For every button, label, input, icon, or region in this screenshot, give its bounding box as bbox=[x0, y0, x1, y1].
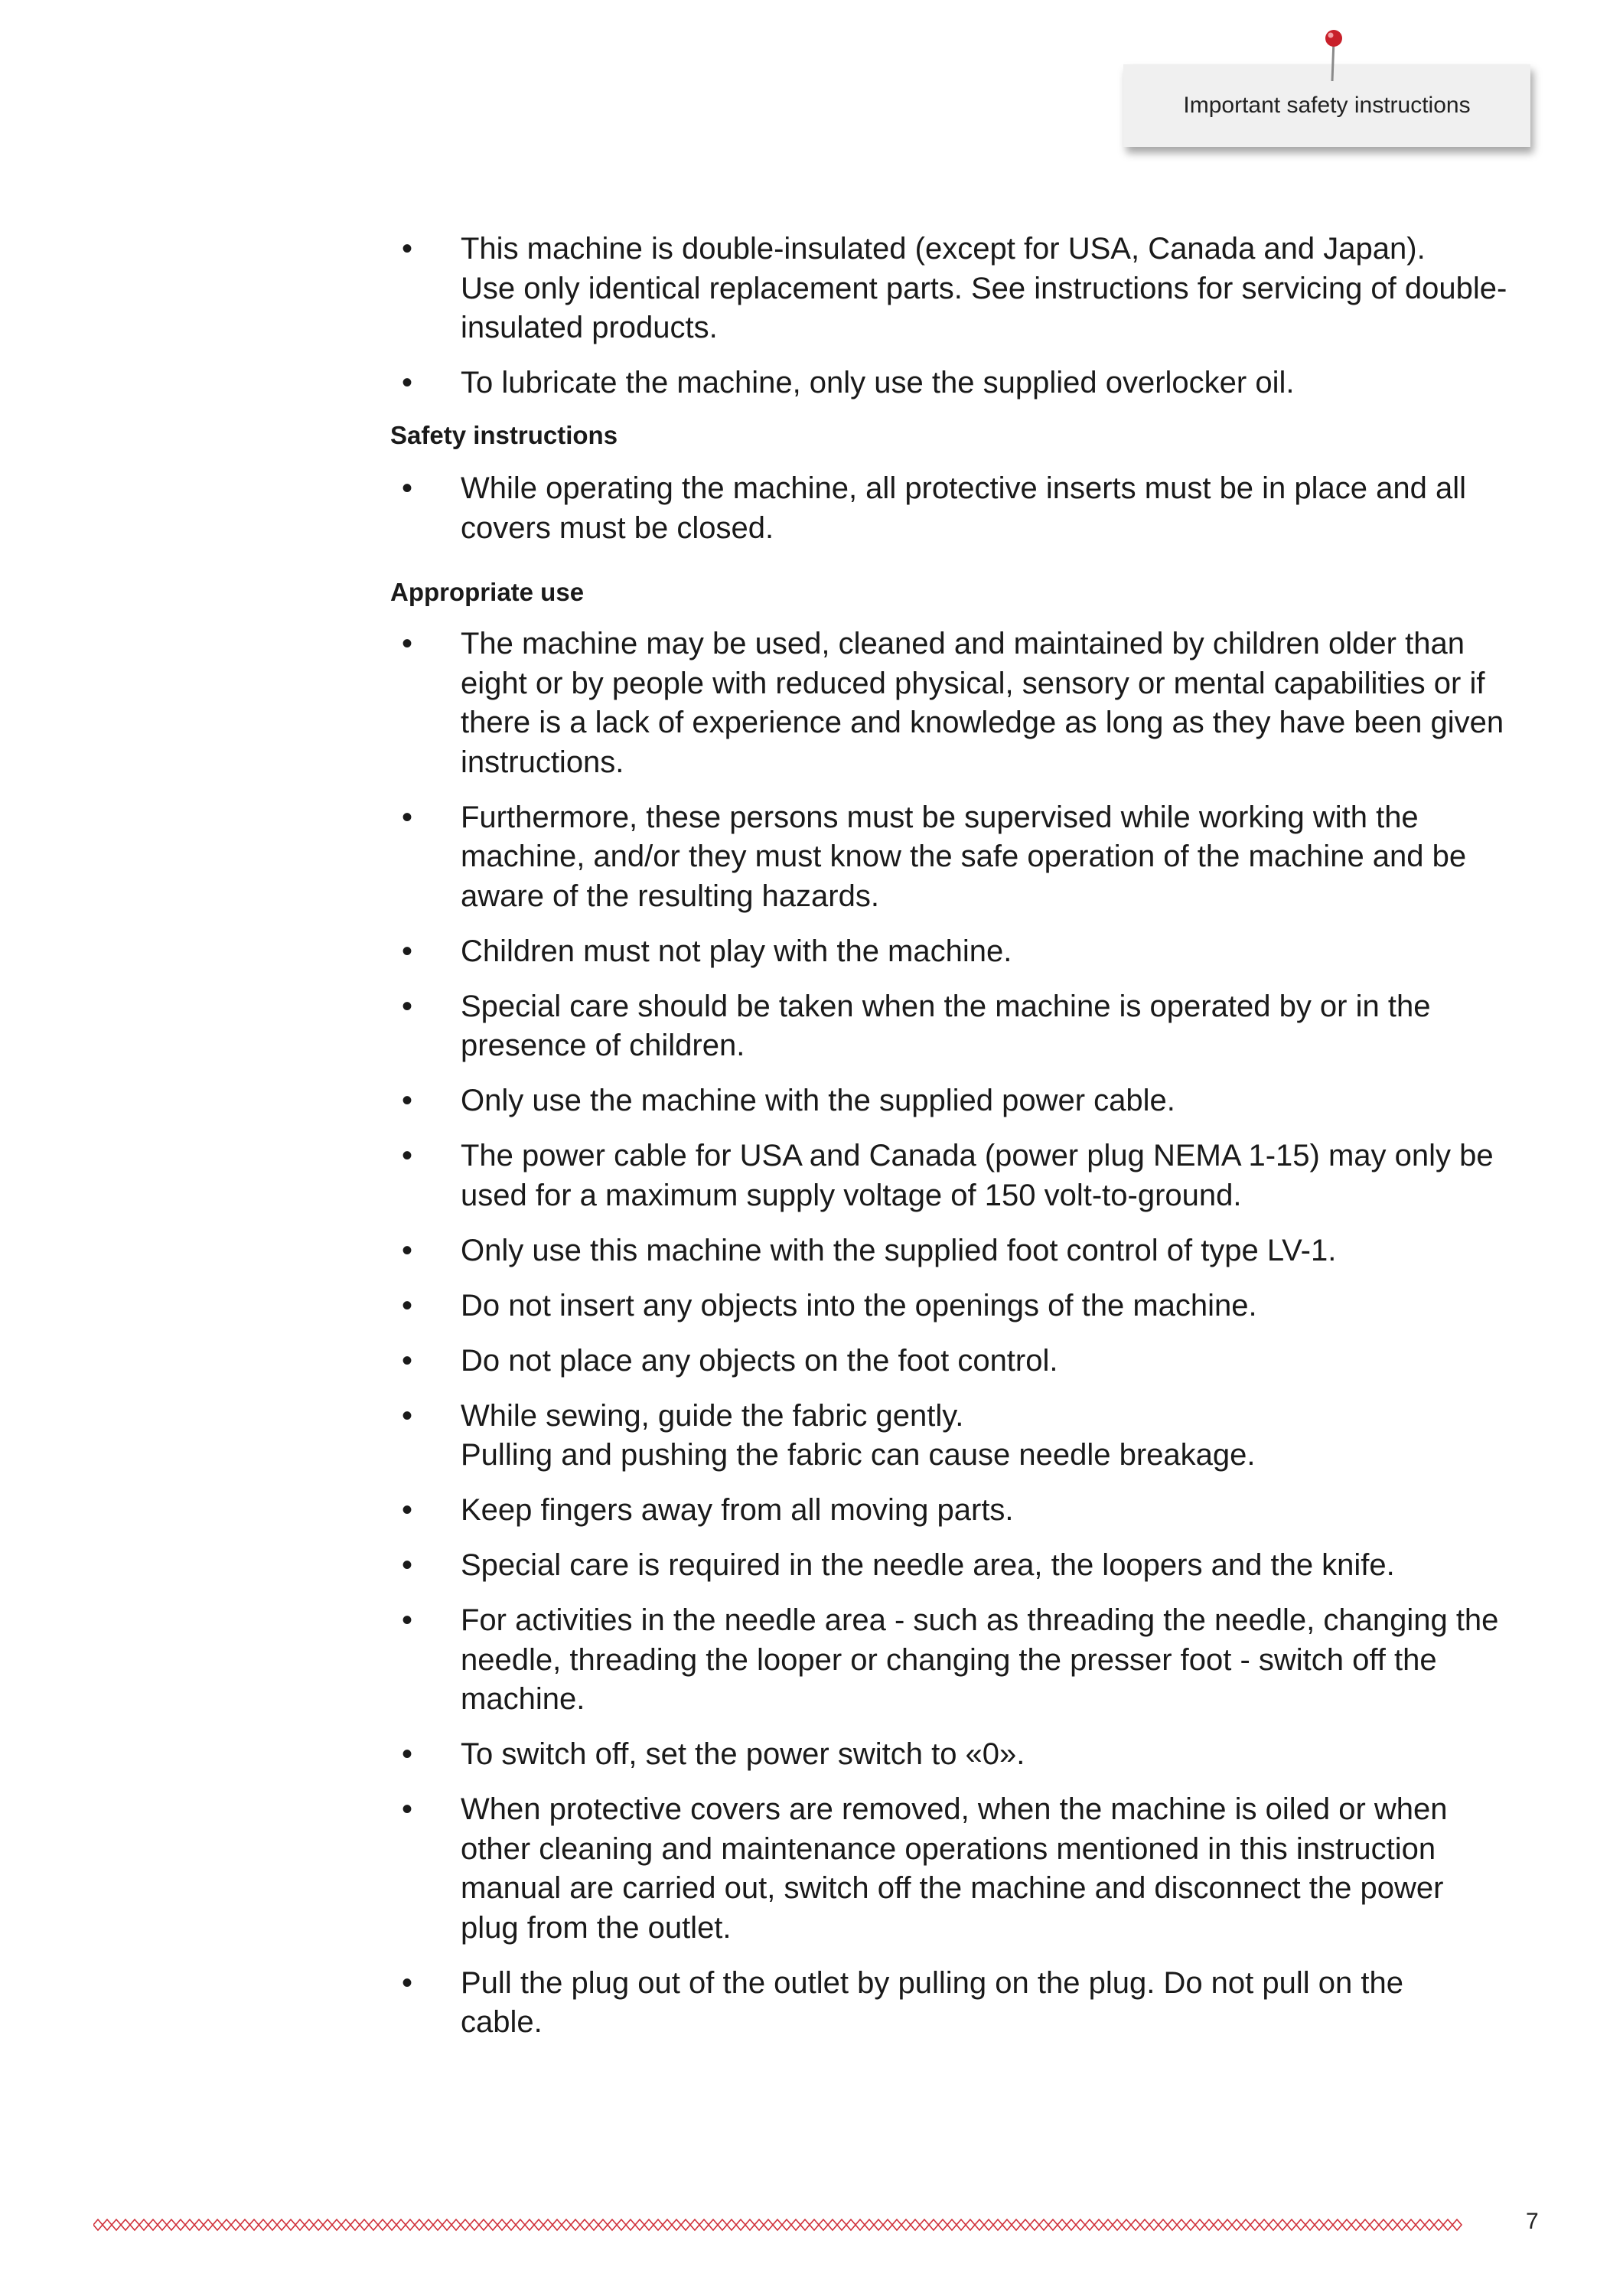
decor-diamond bbox=[1296, 2219, 1305, 2230]
decor-diamond bbox=[791, 2219, 800, 2230]
decor-diamond bbox=[1030, 2219, 1039, 2230]
decor-diamond bbox=[1113, 2219, 1122, 2230]
decor-diamond bbox=[249, 2219, 259, 2230]
decor-diamond bbox=[855, 2219, 865, 2230]
page-content bbox=[390, 230, 1557, 2058]
list-item-line: needle, threading the looper or changing the presser foot - switch off the bbox=[461, 1642, 1437, 1677]
bullet-icon: • bbox=[402, 1233, 413, 1267]
decor-diamond bbox=[773, 2219, 782, 2230]
list-item-line: eight or by people with reduced physical, sensory or mental capabilities or if bbox=[461, 666, 1485, 700]
decor-diamond bbox=[103, 2219, 112, 2230]
list-item-line: While operating the machine, all protective inserts must be in place and all bbox=[461, 471, 1467, 505]
list-item-line: plug from the outlet. bbox=[461, 1910, 732, 1945]
decor-diamond bbox=[1370, 2219, 1379, 2230]
decor-diamond bbox=[121, 2219, 130, 2230]
bullet-icon: • bbox=[402, 1792, 413, 1826]
decor-diamond bbox=[1232, 2219, 1241, 2230]
decor-diamond bbox=[396, 2219, 406, 2230]
decor-diamond bbox=[1067, 2219, 1076, 2230]
decor-diamond bbox=[378, 2219, 387, 2230]
list-item-line: covers must be closed. bbox=[461, 510, 774, 545]
decor-diamond bbox=[1140, 2219, 1149, 2230]
pin-highlight bbox=[1328, 33, 1334, 38]
list-item bbox=[390, 1491, 1557, 1531]
decor-diamond bbox=[975, 2219, 984, 2230]
list-item bbox=[390, 1081, 1557, 1121]
decor-diamond bbox=[865, 2219, 874, 2230]
decor-diamond bbox=[644, 2219, 653, 2230]
list-item bbox=[390, 1601, 1557, 1720]
list-item-line: To lubricate the machine, only use the supplied overlocker oil. bbox=[461, 366, 1295, 400]
decor-diamond bbox=[406, 2219, 415, 2230]
decor-diamond bbox=[1122, 2219, 1131, 2230]
list-item-line: Keep fingers away from all moving parts. bbox=[461, 1493, 1014, 1527]
list-item-line: insulated products. bbox=[461, 311, 718, 344]
decor-diamond bbox=[626, 2219, 635, 2230]
bullet-icon: • bbox=[402, 1288, 413, 1322]
decor-diamond bbox=[984, 2219, 993, 2230]
decor-diamond bbox=[1058, 2219, 1067, 2230]
decor-diamond bbox=[617, 2219, 626, 2230]
list-item-line: other cleaning and maintenance operations mentioned in this instruction bbox=[461, 1831, 1436, 1866]
list-item bbox=[390, 1137, 1557, 1215]
decor-diamond bbox=[231, 2219, 240, 2230]
decor-diamond bbox=[837, 2219, 846, 2230]
decor-diamond bbox=[1250, 2219, 1260, 2230]
decor-diamond bbox=[525, 2219, 534, 2230]
bullet-icon: • bbox=[402, 1548, 413, 1582]
decor-diamond bbox=[1103, 2219, 1113, 2230]
decor-diamond bbox=[1094, 2219, 1103, 2230]
decor-diamond bbox=[1002, 2219, 1012, 2230]
decor-diamond bbox=[1012, 2219, 1021, 2230]
decor-diamond bbox=[516, 2219, 525, 2230]
decor-diamond bbox=[1361, 2219, 1370, 2230]
bullet-icon: • bbox=[402, 1493, 413, 1527]
decor-diamond bbox=[672, 2219, 681, 2230]
list-item-line: Only use this machine with the supplied foot control of type LV-1. bbox=[461, 1233, 1337, 1267]
decor-diamond bbox=[635, 2219, 644, 2230]
bullet-icon: • bbox=[402, 1343, 413, 1378]
decor-diamond bbox=[305, 2219, 314, 2230]
list-item bbox=[390, 1287, 1557, 1326]
decor-diamond bbox=[1425, 2219, 1434, 2230]
decor-diamond bbox=[929, 2219, 938, 2230]
decor-diamond bbox=[204, 2219, 213, 2230]
bullet-icon: • bbox=[402, 989, 413, 1023]
decor-diamond bbox=[1416, 2219, 1425, 2230]
decor-diamond bbox=[1223, 2219, 1232, 2230]
list-item-line: Special care is required in the needle area, the loopers and the knife. bbox=[461, 1548, 1395, 1582]
decor-diamond bbox=[323, 2219, 332, 2230]
list-item bbox=[390, 1231, 1557, 1271]
decor-diamond bbox=[1260, 2219, 1269, 2230]
list-item-line: cable. bbox=[461, 2005, 543, 2039]
decor-diamond bbox=[699, 2219, 709, 2230]
decor-diamond bbox=[194, 2219, 204, 2230]
decor-diamond bbox=[1443, 2219, 1452, 2230]
list-item-line: The power cable for USA and Canada (power plug NEMA 1-15) may only be bbox=[461, 1139, 1494, 1172]
decor-diamond bbox=[369, 2219, 378, 2230]
decor-diamond bbox=[957, 2219, 966, 2230]
decor-diamond bbox=[1305, 2219, 1315, 2230]
list-item bbox=[390, 1397, 1557, 1476]
decor-diamond bbox=[938, 2219, 947, 2230]
decor-diamond bbox=[286, 2219, 295, 2230]
list-item-line: used for a maximum supply voltage of 150 volt-to-ground. bbox=[461, 1178, 1242, 1212]
bullet-icon: • bbox=[402, 1084, 413, 1117]
decor-diamond bbox=[828, 2219, 837, 2230]
decor-diamond bbox=[1149, 2219, 1159, 2230]
decor-diamond bbox=[663, 2219, 672, 2230]
decor-diamond bbox=[360, 2219, 369, 2230]
decor-diamond bbox=[874, 2219, 883, 2230]
decor-diamond bbox=[442, 2219, 451, 2230]
decor-diamond bbox=[709, 2219, 718, 2230]
list-item-line: Pull the plug out of the outlet by pulling on the plug. Do not pull on the bbox=[461, 1965, 1403, 2000]
decor-diamond bbox=[1159, 2219, 1168, 2230]
decor-diamond bbox=[571, 2219, 580, 2230]
heading-appropriate-use: Appropriate use bbox=[390, 578, 585, 606]
decor-diamond bbox=[883, 2219, 892, 2230]
decor-diamond bbox=[1048, 2219, 1058, 2230]
list-item-line: Do not insert any objects into the openings of the machine. bbox=[461, 1288, 1257, 1322]
decor-diamond bbox=[1351, 2219, 1361, 2230]
decor-diamond bbox=[1269, 2219, 1278, 2230]
decor-diamond bbox=[745, 2219, 754, 2230]
list-item-line: Furthermore, these persons must be supervised while working with the bbox=[461, 800, 1419, 834]
decor-diamond bbox=[1287, 2219, 1296, 2230]
decor-diamond bbox=[1397, 2219, 1406, 2230]
decor-diamond bbox=[415, 2219, 424, 2230]
section-tab-label: Important safety instructions bbox=[1183, 93, 1471, 118]
decor-diamond bbox=[240, 2219, 249, 2230]
decor-diamond bbox=[580, 2219, 589, 2230]
decor-diamond bbox=[433, 2219, 442, 2230]
decor-diamond bbox=[277, 2219, 286, 2230]
decor-diamond bbox=[1452, 2219, 1462, 2230]
list-item-line: Do not place any objects on the foot control. bbox=[461, 1343, 1058, 1378]
decor-diamond bbox=[1177, 2219, 1186, 2230]
list-item bbox=[390, 230, 1557, 348]
decor-diamond bbox=[1324, 2219, 1333, 2230]
list-item-line: aware of the resulting hazards. bbox=[461, 879, 879, 913]
list-item bbox=[390, 625, 1557, 782]
decor-diamond bbox=[727, 2219, 736, 2230]
decor-diamond bbox=[259, 2219, 268, 2230]
decor-diamond bbox=[1406, 2219, 1416, 2230]
bullet-icon: • bbox=[402, 1965, 413, 2000]
decor-diamond bbox=[993, 2219, 1002, 2230]
decor-diamond bbox=[176, 2219, 185, 2230]
decor-diamond bbox=[1315, 2219, 1324, 2230]
decor-diamond bbox=[562, 2219, 571, 2230]
bullet-icon: • bbox=[402, 934, 413, 968]
bullet-icon: • bbox=[402, 627, 413, 660]
decor-diamond bbox=[1195, 2219, 1204, 2230]
decor-diamond bbox=[139, 2219, 148, 2230]
decor-diamond bbox=[1333, 2219, 1342, 2230]
decor-diamond bbox=[1204, 2219, 1214, 2230]
list-item-line: While sewing, guide the fabric gently. bbox=[461, 1398, 964, 1433]
decor-diamond bbox=[920, 2219, 929, 2230]
decor-diamond bbox=[507, 2219, 516, 2230]
list-item-line: there is a lack of experience and knowledge as long as they have been given bbox=[461, 706, 1504, 739]
decor-diamond bbox=[764, 2219, 773, 2230]
decor-diamond bbox=[167, 2219, 176, 2230]
decor-diamond bbox=[1168, 2219, 1177, 2230]
decor-diamond bbox=[1131, 2219, 1140, 2230]
intro-list bbox=[390, 230, 1557, 403]
list-item-line: Only use the machine with the supplied power cable. bbox=[461, 1084, 1175, 1117]
decor-diamond bbox=[534, 2219, 543, 2230]
decor-diamond bbox=[93, 2219, 103, 2230]
decor-diamond bbox=[598, 2219, 608, 2230]
list-item-line: Children must not play with the machine. bbox=[461, 934, 1012, 968]
list-item-line: The machine may be used, cleaned and maintained by children older than bbox=[461, 627, 1465, 660]
list-item-line: machine, and/or they must know the safe operation of the machine and be bbox=[461, 840, 1467, 873]
list-item-line: For activities in the needle area - such as threading the needle, changing the bbox=[461, 1603, 1499, 1637]
decor-diamond bbox=[1278, 2219, 1287, 2230]
appropriate-use-list bbox=[390, 625, 1557, 2043]
decor-diamond bbox=[1021, 2219, 1030, 2230]
list-item-line: To switch off, set the power switch to «0». bbox=[461, 1737, 1025, 1771]
list-item bbox=[390, 469, 1557, 548]
decor-diamond bbox=[589, 2219, 598, 2230]
pushpin-icon bbox=[1322, 29, 1345, 83]
heading-safety-instructions: Safety instructions bbox=[390, 421, 618, 449]
decor-diamond bbox=[1039, 2219, 1048, 2230]
bullet-icon: • bbox=[402, 471, 413, 505]
decor-diamond bbox=[112, 2219, 121, 2230]
list-item-line: instructions. bbox=[461, 745, 624, 779]
bullet-icon: • bbox=[402, 1603, 413, 1637]
bullet-icon: • bbox=[402, 800, 413, 834]
decor-diamond bbox=[213, 2219, 222, 2230]
decor-diamond bbox=[736, 2219, 745, 2230]
list-item bbox=[390, 932, 1557, 972]
decor-diamond bbox=[424, 2219, 433, 2230]
decor-diamond bbox=[810, 2219, 819, 2230]
decor-diamond bbox=[185, 2219, 194, 2230]
decor-diamond bbox=[387, 2219, 396, 2230]
bullet-icon: • bbox=[402, 1737, 413, 1771]
list-item-line: This machine is double-insulated (except for USA, Canada and Japan). bbox=[461, 232, 1426, 266]
list-item bbox=[390, 1546, 1557, 1586]
decor-diamond bbox=[158, 2219, 167, 2230]
decor-diamond bbox=[846, 2219, 855, 2230]
decor-diamond bbox=[148, 2219, 158, 2230]
list-item bbox=[390, 1735, 1557, 1775]
decor-diamond bbox=[350, 2219, 360, 2230]
decor-diamond bbox=[1388, 2219, 1397, 2230]
list-item-line: When protective covers are removed, when the machine is oiled or when bbox=[461, 1792, 1448, 1826]
decor-diamond bbox=[222, 2219, 231, 2230]
decor-diamond bbox=[130, 2219, 139, 2230]
decor-diamond bbox=[314, 2219, 323, 2230]
safety-list bbox=[390, 469, 1557, 548]
pin-head bbox=[1325, 30, 1342, 47]
decor-diamond bbox=[1379, 2219, 1388, 2230]
list-item bbox=[390, 1790, 1557, 1948]
list-item-line: Use only identical replacement parts. See instructions for servicing of double- bbox=[461, 271, 1507, 305]
decor-diamond bbox=[947, 2219, 957, 2230]
list-item bbox=[390, 364, 1557, 403]
decor-diamond bbox=[819, 2219, 828, 2230]
decor-diamond bbox=[1085, 2219, 1094, 2230]
decor-diamond bbox=[461, 2219, 470, 2230]
decor-diamond bbox=[497, 2219, 507, 2230]
bullet-icon: • bbox=[402, 1398, 413, 1433]
list-item bbox=[390, 1342, 1557, 1381]
decor-diamond bbox=[782, 2219, 791, 2230]
decor-diamond bbox=[754, 2219, 764, 2230]
decor-diamond bbox=[653, 2219, 663, 2230]
bullet-icon: • bbox=[402, 1139, 413, 1172]
list-item-line: machine. bbox=[461, 1682, 585, 1716]
page-number: 7 bbox=[1526, 2209, 1539, 2234]
decor-diamond bbox=[295, 2219, 305, 2230]
decor-diamond bbox=[681, 2219, 690, 2230]
decor-diamond bbox=[470, 2219, 479, 2230]
decor-diamond bbox=[488, 2219, 497, 2230]
decor-diamond bbox=[718, 2219, 727, 2230]
decor-diamond bbox=[1434, 2219, 1443, 2230]
decor-diamond bbox=[268, 2219, 277, 2230]
list-item-line: manual are carried out, switch off the machine and disconnect the power bbox=[461, 1871, 1444, 1905]
decor-diamond bbox=[1076, 2219, 1085, 2230]
decor-diamond bbox=[1186, 2219, 1195, 2230]
decor-diamond bbox=[690, 2219, 699, 2230]
decor-diamond bbox=[479, 2219, 488, 2230]
bullet-icon: • bbox=[402, 232, 413, 266]
list-item bbox=[390, 798, 1557, 917]
bullet-icon: • bbox=[402, 366, 413, 400]
decor-diamond bbox=[800, 2219, 810, 2230]
list-item-line: presence of children. bbox=[461, 1029, 745, 1062]
decor-diamond bbox=[901, 2219, 911, 2230]
list-item-line: Special care should be taken when the machine is operated by or in the bbox=[461, 989, 1431, 1023]
decor-diamond bbox=[451, 2219, 461, 2230]
decor-diamond bbox=[552, 2219, 562, 2230]
decor-diamond bbox=[1342, 2219, 1351, 2230]
list-item bbox=[390, 1964, 1557, 2043]
decor-diamond bbox=[341, 2219, 350, 2230]
decor-diamond bbox=[332, 2219, 341, 2230]
decor-diamond bbox=[608, 2219, 617, 2230]
decor-diamond bbox=[1214, 2219, 1223, 2230]
decor-diamond bbox=[966, 2219, 975, 2230]
decor-diamond bbox=[892, 2219, 901, 2230]
decor-diamond bbox=[911, 2219, 920, 2230]
list-item-line: Pulling and pushing the fabric can cause needle breakage. bbox=[461, 1438, 1256, 1472]
decor-diamond bbox=[1241, 2219, 1250, 2230]
decor-diamond bbox=[543, 2219, 552, 2230]
decorative-border bbox=[93, 2217, 1471, 2232]
list-item bbox=[390, 987, 1557, 1066]
